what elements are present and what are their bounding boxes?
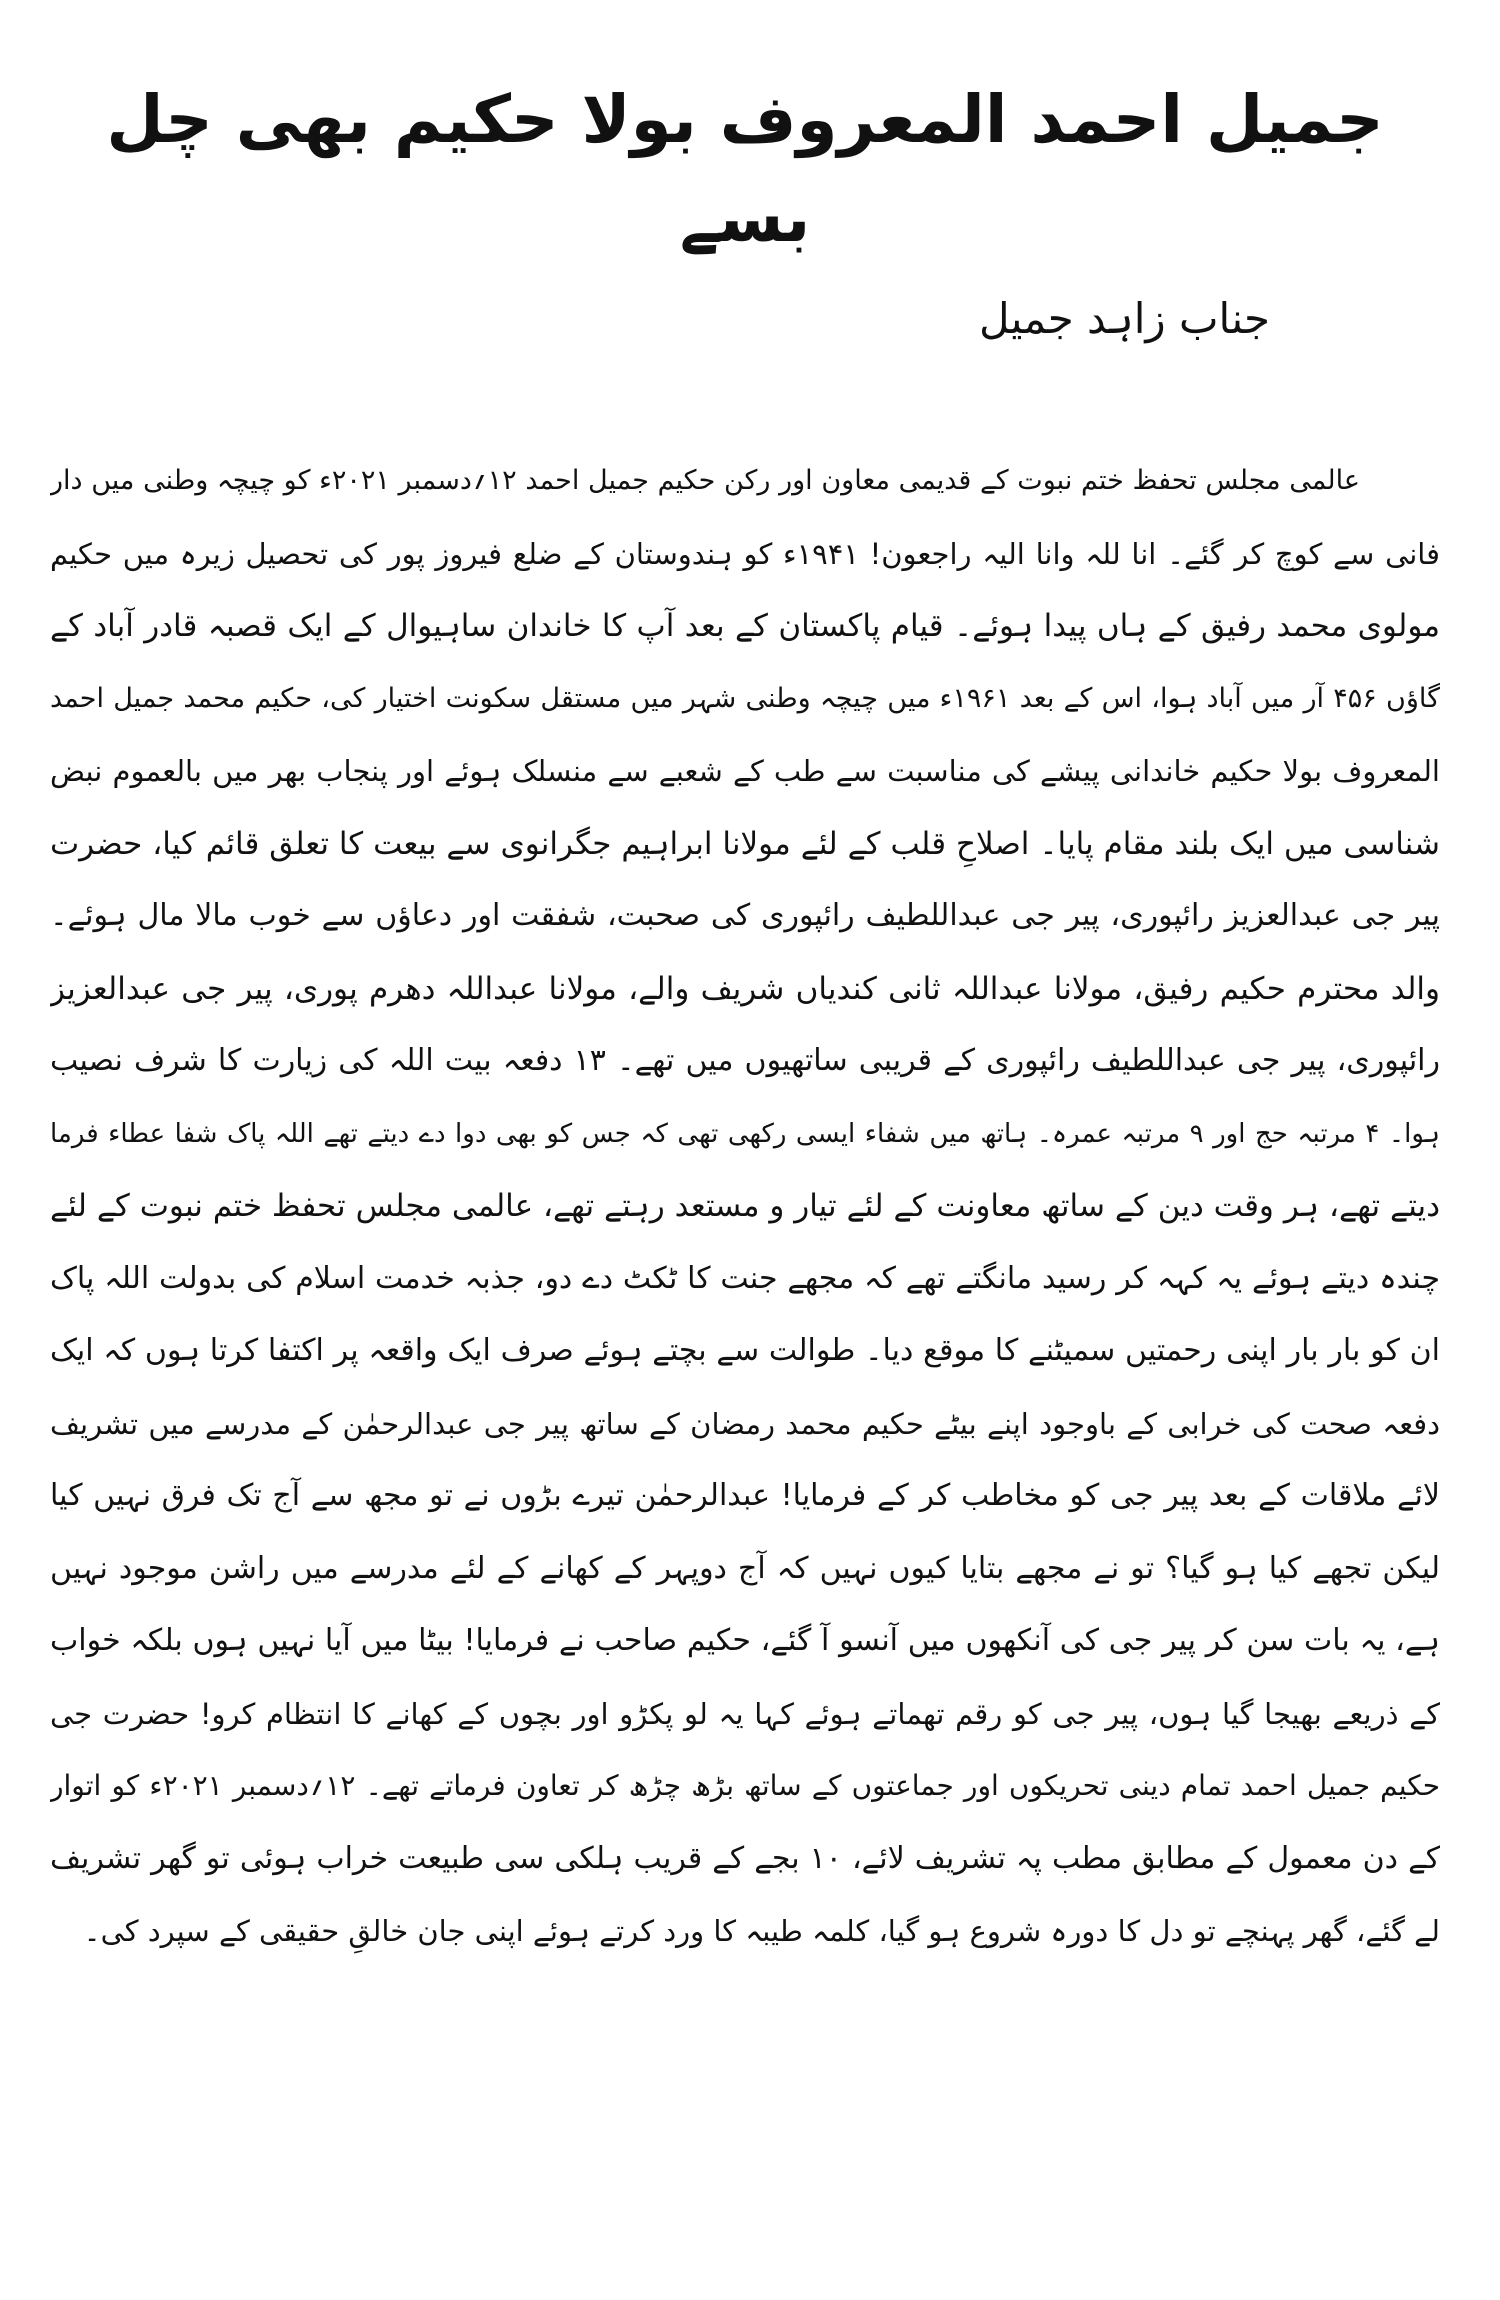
body-line: لے گئے، گھر پہنچے تو دل کا دورہ شروع ہو گیا، کلمہ طیبہ کا ورد کرتے ہوئے اپنی جان خالقِ حقیقی کے سپرد کی۔ <box>83 1914 1440 1948</box>
body-line: ہوا۔ ۴ مرتبہ حج اور ۹ مرتبہ عمرہ۔ ہاتھ میں شفاء ایسی رکھی تھی کہ جس کو بھی دوا دے دیتے تھے اللہ پاک شفا عطاء فرما <box>50 1118 1440 1149</box>
body-line: لیکن تجھے کیا ہو گیا؟ تو نے مجھے بتایا کیوں نہیں کہ آج دوپہر کے کھانے کے لئے مدرسے میں راشن موجود نہیں <box>50 1550 1440 1586</box>
article-body <box>50 445 1440 1968</box>
body-line: ان کو بار بار اپنی رحمتیں سمیٹنے کا موقع دیا۔ طوالت سے بچتے ہوئے صرف ایک واقعہ پر اکتفا کرتا ہوں کہ ایک <box>50 1333 1440 1368</box>
body-line: المعروف بولا حکیم خاندانی پیشے کی مناسبت سے طب کے شعبے سے منسلک ہوئے اور پنجاب بھر میں بالعموم نبض <box>50 754 1440 788</box>
body-line: والد محترم حکیم رفیق، مولانا عبداللہ ثانی کندیاں شریف والے، مولانا عبداللہ دھرم پوری، پیر جی عبدالعزیز <box>50 970 1440 1007</box>
body-line: پیر جی عبدالعزیز رائپوری، پیر جی عبداللطیف رائپوری کی صحبت، شفقت اور دعاؤں سے خوب مالا مال ہوئے۔ <box>50 898 1440 933</box>
author-byline: جناب زاہد جمیل <box>978 294 1270 343</box>
body-line: چندہ دیتے ہوئے یہ کہہ کر رسید مانگتے تھے کہ مجھے جنت کا ٹکٹ دے دو، جذبہ خدمت اسلام کی بدولت اللہ پاک <box>50 1260 1440 1296</box>
body-line: شناسی میں ایک بلند مقام پایا۔ اصلاحِ قلب کے لئے مولانا ابراہیم جگرانوی سے بیعت کا تعلق قائم کیا، حضرت <box>50 825 1440 862</box>
body-line: ہے، یہ بات سن کر پیر جی کی آنکھوں میں آنسو آ گئے، حکیم صاحب نے فرمایا! بیٹا میں آیا نہیں ہوں بلکہ خواب <box>50 1623 1440 1658</box>
body-line: عالمی مجلس تحفظ ختم نبوت کے قدیمی معاون اور رکن حکیم جمیل احمد ۱۲؍دسمبر ۲۰۲۱ء کو چیچہ وطنی میں دار <box>50 465 1360 496</box>
article-title: جمیل احمد المعروف بولا حکیم بھی چل بسے <box>106 81 1384 257</box>
body-line: گاؤں ۴۵۶ آر میں آباد ہوا، اس کے بعد ۱۹۶۱ء میں چیچہ وطنی شہر میں مستقل سکونت اختیار کی، حکیم محمد جمیل احمد <box>50 682 1440 714</box>
body-line: دفعہ صحت کی خرابی کے باوجود اپنے بیٹے حکیم محمد رمضان کے ساتھ پیر جی عبدالرحمٰن کے مدرسے میں تشریف <box>50 1406 1440 1441</box>
body-line: لائے ملاقات کے بعد پیر جی کو مخاطب کر کے فرمایا! عبدالرحمٰن تیرے بڑوں نے تو مجھ سے آج تک فرق نہیں کیا <box>50 1478 1440 1513</box>
body-line: کے ذریعے بھیجا گیا ہوں، پیر جی کو رقم تھماتے ہوئے کہا یہ لو پکڑو اور بچوں کے کھانے کا انتظام کرو! حضرت جی <box>50 1696 1440 1731</box>
body-line: دیتے تھے، ہر وقت دین کے ساتھ معاونت کے لئے تیار و مستعد رہتے تھے، عالمی مجلس تحفظ ختم نبوت کے لئے <box>50 1188 1440 1224</box>
body-line: فانی سے کوچ کر گئے۔ انا للہ وانا الیہ راجعون! ۱۹۴۱ء کو ہندوستان کے ضلع فیروز پور کی تحصیل زیرہ میں حکیم <box>50 536 1440 571</box>
body-line: رائپوری، پیر جی عبداللطیف رائپوری کے قریبی ساتھیوں میں تھے۔ ۱۳ دفعہ بیت اللہ کی زیارت کا شرف نصیب <box>50 1043 1440 1078</box>
body-line: کے دن معمول کے مطابق مطب پہ تشریف لائے، ۱۰ بجے کے قریب ہلکی سی طبیعت خراب ہوئی تو گھر تشریف <box>50 1840 1440 1876</box>
body-line: مولوی محمد رفیق کے ہاں پیدا ہوئے۔ قیام پاکستان کے بعد آپ کا خاندان ساہیوال کے ایک قصبہ قادر آباد کے <box>50 608 1440 644</box>
body-line: حکیم جمیل احمد تمام دینی تحریکوں اور جماعتوں کے ساتھ بڑھ چڑھ کر تعاون فرماتے تھے۔ ۱۲؍دسمبر ۲۰۲۱ء کو اتوار <box>50 1769 1440 1802</box>
